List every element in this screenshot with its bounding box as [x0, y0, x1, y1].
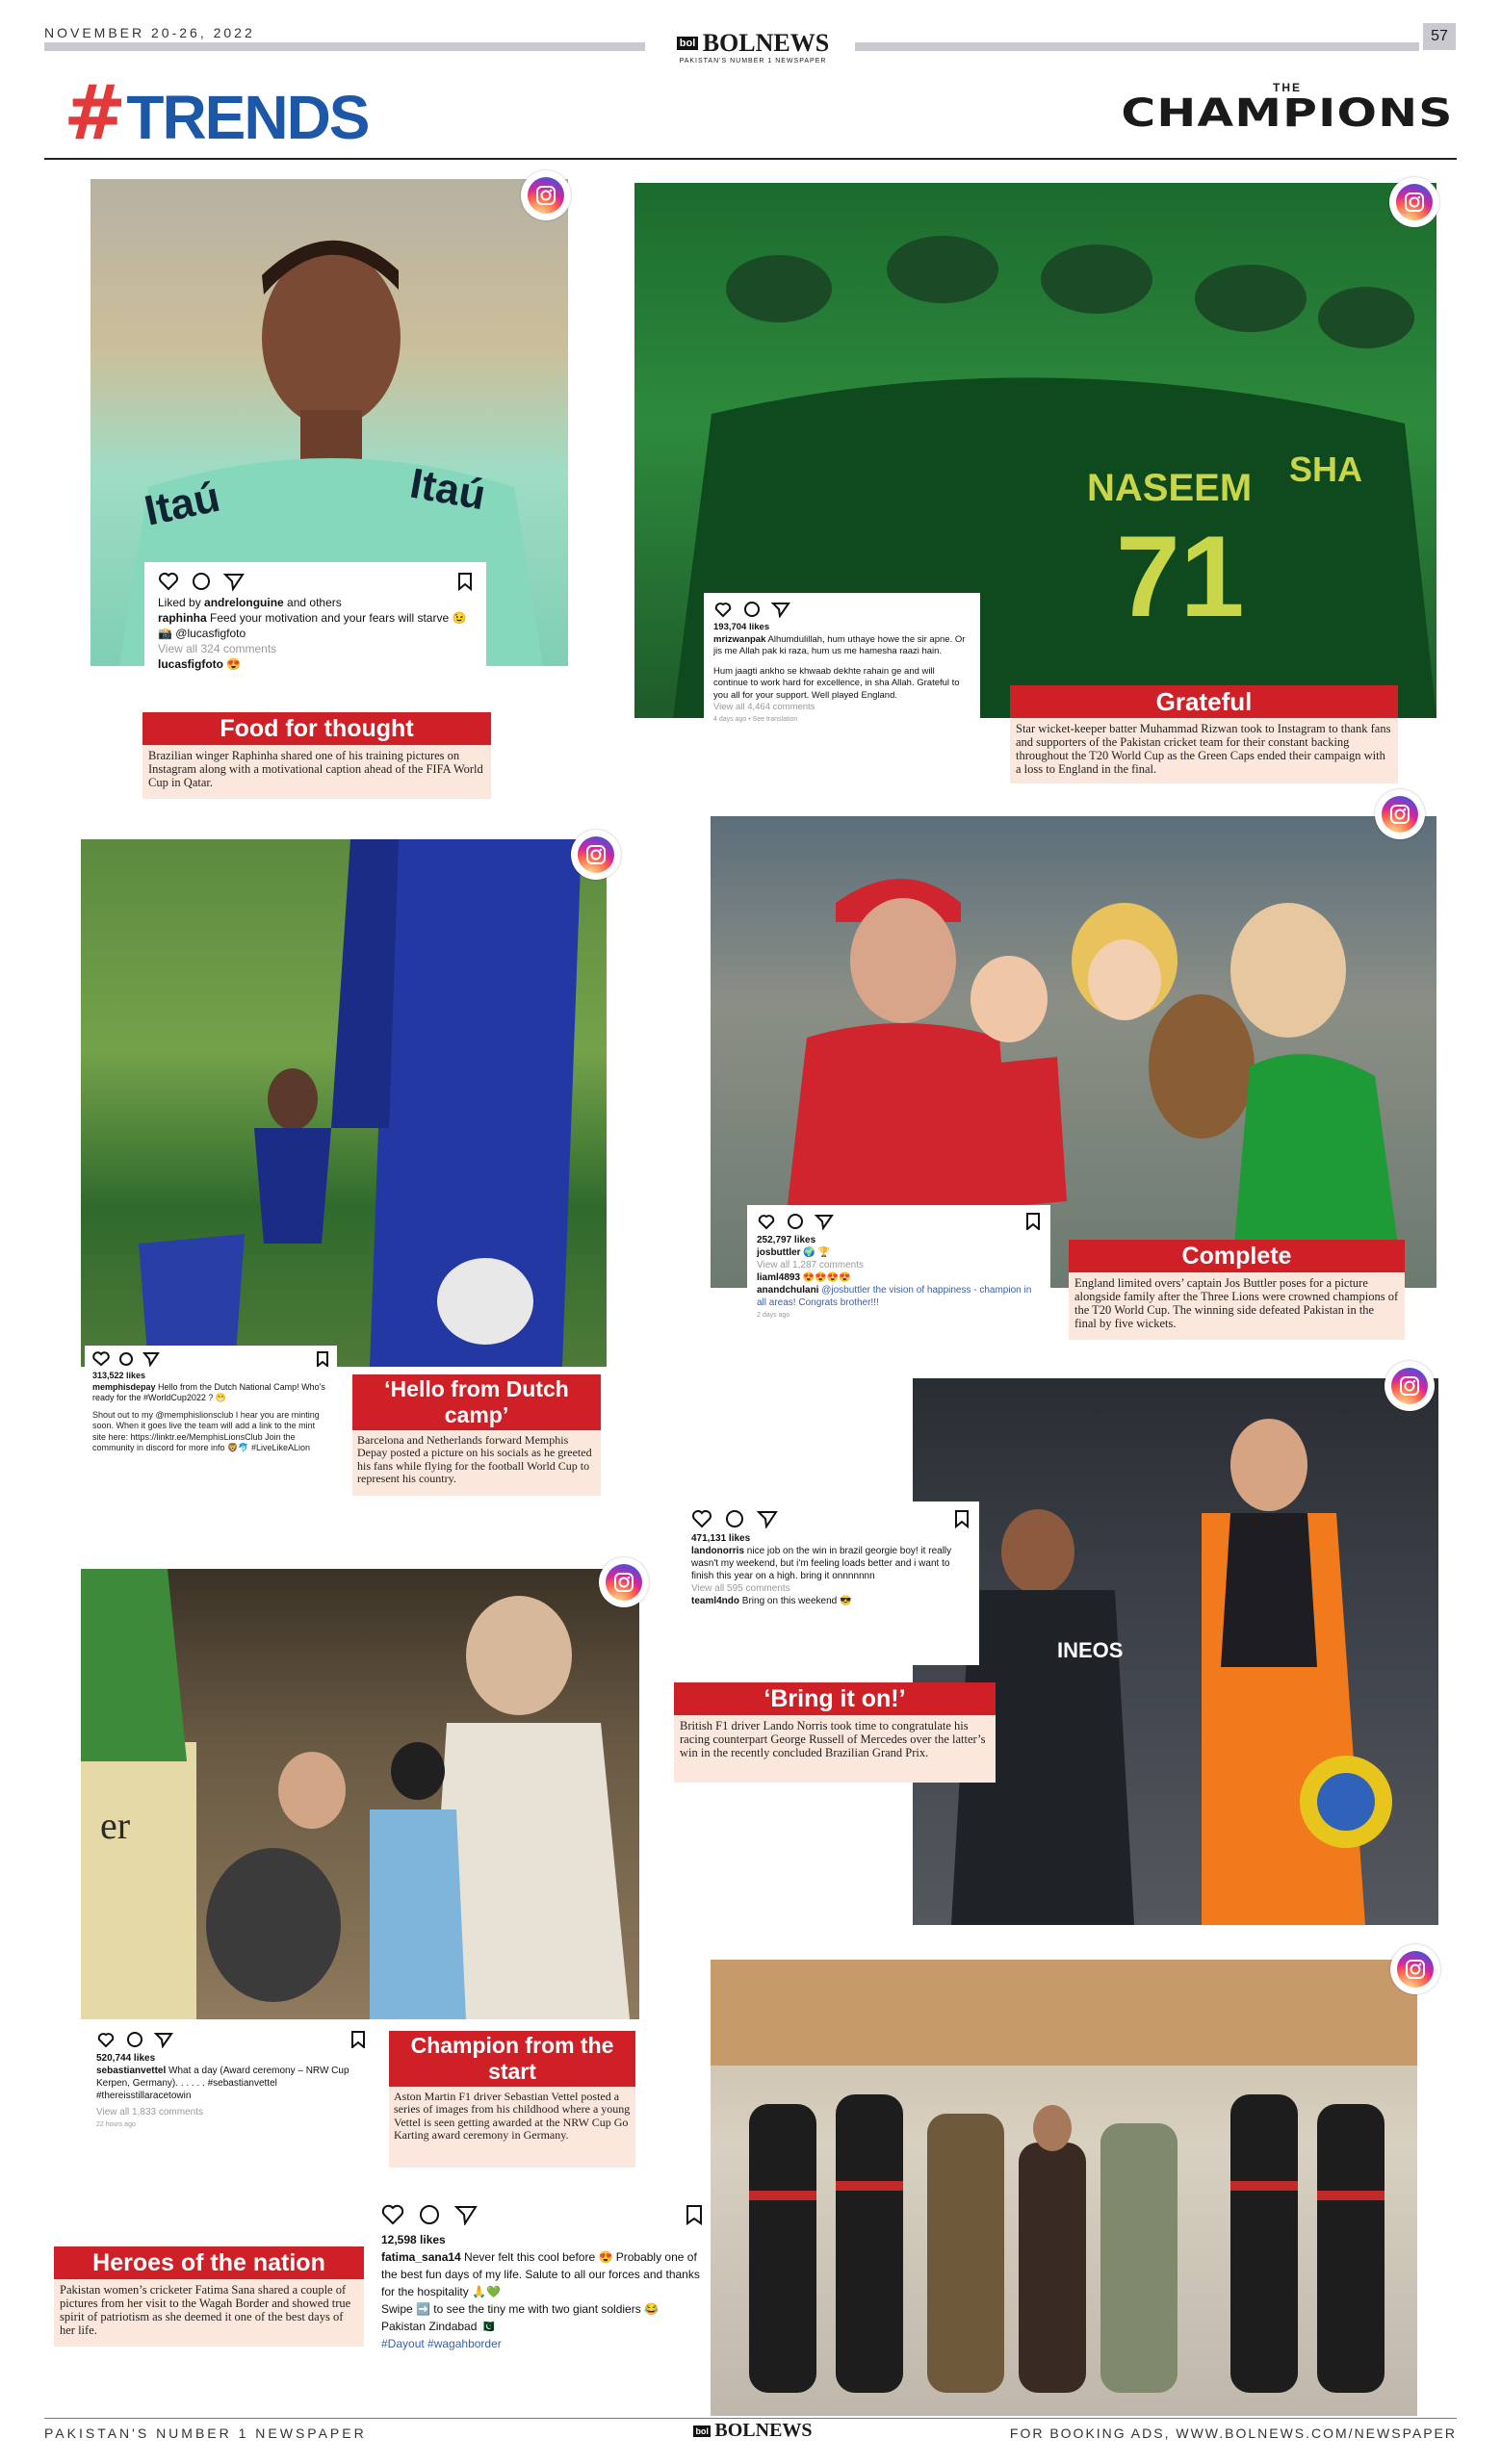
post-liked-by: Liked by andrelonguine and others: [158, 596, 342, 609]
heart-icon[interactable]: [381, 2204, 404, 2225]
post-caption-swipe: Swipe ➡️ to see the tiny me with two giant soldiers 😂: [381, 2302, 660, 2316]
section-title-text: TRENDS: [126, 83, 369, 152]
feature-heading: [1117, 81, 1458, 136]
description-heroes-of-the-nation: Pakistan women’s cricketer Fatima Sana shared a couple of pictures from her visit to the Wagah Border and showed true spirit of patriotism as she deemed it one of the best days of her life.: [54, 2279, 364, 2347]
share-icon[interactable]: [454, 2204, 478, 2225]
instagram-icon: [1385, 1361, 1435, 1411]
post-likes: 12,598 likes: [381, 2233, 446, 2246]
share-icon[interactable]: [223, 572, 245, 591]
post-username[interactable]: mrizwanpak: [713, 633, 766, 645]
post-caption: sebastianvettel What a day (Award ceremony – NRW Cup Kerpen, Germany). . . . . . #sebastianvettel #thereisstillaracetowin: [96, 2066, 349, 2101]
footer-rule: [44, 2418, 1457, 2419]
instagram-icon: [521, 170, 571, 220]
svg-text:NASEEM: NASEEM: [1087, 467, 1253, 509]
post-hashtags[interactable]: #Dayout #wagahborder: [381, 2337, 502, 2350]
headline-hello-from-dutch-camp: ‘Hello from Dutch camp’: [352, 1374, 601, 1430]
post-time: 22 hours ago: [96, 2121, 136, 2128]
description-complete: England limited overs’ captain Jos Buttler poses for a picture alongside family after the Three Lions were crowned champions of the T20 World Cup. The winning side defeated Pakistan in the final by five wickets.: [1069, 1272, 1405, 1340]
view-comments-link[interactable]: View all 324 comments: [158, 642, 277, 655]
heart-icon[interactable]: [691, 1509, 712, 1528]
svg-text:Itaú: Itaú: [406, 459, 489, 520]
post-actions: [691, 1507, 970, 1532]
footer-logo-icon: bol: [695, 2426, 709, 2436]
bookmark-icon[interactable]: [316, 1351, 329, 1367]
footer-masthead-title: BOLNEWS: [714, 2420, 813, 2441]
post-caption: fatima_sana14 Never felt this cool before 😍 Probably one of the best fun days of my life. Salute to all our forces and thanks for the hospitality 🙏💚: [381, 2250, 700, 2298]
post-comment: liaml4893 😍😍😍😍: [757, 1272, 851, 1283]
share-icon[interactable]: [815, 1213, 834, 1230]
post-time: 2 days ago: [757, 1312, 790, 1319]
feature-title: CHAMPIONS: [1121, 91, 1454, 136]
post-username[interactable]: josbuttler: [757, 1247, 801, 1258]
description-champion-from-the-start: Aston Martin F1 driver Sebastian Vettel posted a series of images from his childhood where a young Vettel is seen getting awarded at the NRW Cup Go Karting award ceremony in Germany.: [389, 2087, 635, 2168]
vettel-photo: [81, 1569, 639, 2019]
post-actions: [158, 570, 473, 595]
post-username[interactable]: landonorris: [691, 1546, 745, 1556]
post-username[interactable]: fatima_sana14: [381, 2250, 461, 2264]
post-actions: [96, 2029, 366, 2052]
post-actions: [713, 599, 970, 622]
post-caption: josbuttler 🌍 🏆: [757, 1247, 831, 1258]
description-hello-from-dutch-camp: Barcelona and Netherlands forward Memphis Depay posted a picture on his socials as he greeted his fans while flying for the football World Cup to represent his country.: [352, 1430, 601, 1496]
comment-icon[interactable]: [117, 1351, 135, 1367]
heart-icon[interactable]: [96, 2031, 116, 2048]
norris-photo: [913, 1378, 1438, 1925]
bookmark-icon[interactable]: [954, 1509, 970, 1528]
masthead: [666, 29, 840, 64]
share-icon[interactable]: [142, 1351, 160, 1367]
headline-heroes-of-the-nation: Heroes of the nation: [54, 2246, 364, 2279]
issue-date: NOVEMBER 20-26, 2022: [44, 25, 255, 40]
heart-icon[interactable]: [757, 1213, 776, 1230]
view-comments-link[interactable]: View all 595 comments: [691, 1583, 790, 1594]
comment-icon[interactable]: [724, 1509, 745, 1528]
masthead-logo-icon: bol: [677, 37, 699, 50]
post-actions: [381, 2202, 703, 2231]
masthead-title: BOLNEWS: [702, 29, 830, 57]
footer-left: PAKISTAN'S NUMBER 1 NEWSPAPER: [44, 2426, 367, 2441]
post-caption-closing: Pakistan Zindabad 🇵🇰: [381, 2320, 495, 2333]
instagram-icon: [1390, 1944, 1440, 1994]
footer-masthead: [686, 2420, 820, 2442]
bookmark-icon[interactable]: [350, 2031, 366, 2048]
post-caption: landonorris nice job on the win in brazil georgie boy! it really wasn't my weekend, but i'm feeling loads better and i want to finish this year on a high. bring it onnnnnnn: [691, 1546, 952, 1581]
bookmark-icon[interactable]: [686, 2204, 703, 2225]
page-number: 57: [1423, 23, 1456, 50]
section-title: [64, 70, 369, 157]
section-hash-icon: #: [64, 70, 127, 157]
share-icon[interactable]: [154, 2031, 173, 2048]
share-icon[interactable]: [757, 1509, 778, 1528]
header-rule-left: [44, 42, 645, 51]
depay-post: [85, 1346, 337, 1523]
comment-icon[interactable]: [418, 2204, 441, 2225]
svg-text:er: er: [100, 1804, 131, 1847]
headline-food-for-thought: Food for thought: [142, 712, 491, 745]
post-caption: raphinha Feed your motivation and your fears will starve 😉 📸 @lucasfigfoto: [158, 611, 467, 640]
fatima-photo-art: [711, 1960, 1417, 2416]
buttler-post: [747, 1205, 1050, 1357]
headline-bring-it-on: ‘Bring it on!’: [674, 1682, 996, 1715]
vettel-photo-art: [81, 1569, 639, 2019]
rizwan-post: [704, 593, 980, 787]
header-divider: [44, 158, 1457, 160]
heart-icon[interactable]: [92, 1351, 110, 1367]
headline-grateful: Grateful: [1010, 685, 1398, 718]
comment-icon[interactable]: [786, 1213, 805, 1230]
post-actions: [757, 1211, 1041, 1234]
svg-text:SHA: SHA: [1289, 449, 1363, 489]
post-time: 4 days ago • See translation: [713, 715, 798, 723]
post-actions: [92, 1349, 329, 1371]
post-username[interactable]: raphinha: [158, 611, 207, 625]
instagram-icon: [599, 1557, 649, 1607]
view-comments-link[interactable]: View all 1,833 comments: [96, 2107, 203, 2118]
masthead-tagline: PAKISTAN'S NUMBER 1 NEWSPAPER: [679, 58, 827, 64]
vettel-post: [87, 2025, 375, 2166]
heart-icon[interactable]: [713, 601, 733, 618]
post-likes: 520,744 likes: [96, 2053, 156, 2064]
post-likes: 193,704 likes: [713, 622, 770, 632]
comment-icon[interactable]: [191, 572, 212, 591]
view-comments-link[interactable]: View all 1,287 comments: [757, 1260, 864, 1270]
post-caption: memphisdepay Hello from the Dutch National Camp! Who's ready for the #WorldCup2022 ? 😁: [92, 1381, 325, 1402]
view-comments-link[interactable]: View all 4,464 comments: [713, 702, 815, 712]
post-likes: 313,522 likes: [92, 1371, 146, 1380]
raphinha-post: [144, 562, 486, 705]
post-caption-continued: Shout out to my @memphislionsclub I hear you are minting soon. When it goes live the team will add a link to the mint site here: https://linktr.ee/MemphisLionsClub Join the community in discord for more info 🦁🐬 #LiveLikeALion: [92, 1409, 320, 1452]
comment-icon[interactable]: [125, 2031, 144, 2048]
post-comment: lucasfigfoto 😍: [158, 657, 242, 671]
description-bring-it-on: British F1 driver Lando Norris took time to congratulate his racing counterpart George Russell of Mercedes over the latter’s win in the recently concluded Brazilian Grand Prix.: [674, 1715, 996, 1783]
feature-the: THE: [1273, 81, 1302, 94]
depay-photo: [81, 839, 607, 1367]
instagram-icon: [1389, 177, 1439, 227]
headline-champion-from-the-start: Champion from the start: [389, 2031, 635, 2087]
svg-text:INEOS: INEOS: [1057, 1638, 1124, 1662]
headline-complete: Complete: [1069, 1240, 1405, 1272]
share-icon[interactable]: [771, 601, 790, 618]
post-caption: mrizwanpak Alhumdulillah, hum uthaye howe the sir apne. Or jis me Allah pak ki raza, hum us me hamesha raazi hain.: [713, 633, 966, 656]
svg-text:71: 71: [1116, 512, 1245, 641]
bookmark-icon[interactable]: [1025, 1213, 1041, 1230]
footer-right: FOR BOOKING ADS, WWW.BOLNEWS.COM/NEWSPAPER: [1009, 2426, 1457, 2441]
instagram-icon: [571, 830, 621, 880]
fatima-photo: [711, 1960, 1417, 2416]
post-username[interactable]: sebastianvettel: [96, 2066, 167, 2076]
description-grateful: Star wicket-keeper batter Muhammad Rizwan took to Instagram to thank fans and supporters of the Pakistan cricket team for their constant backing throughout the T20 World Cup as the Green Caps ended their campaign with a loss to England in the final.: [1010, 718, 1398, 783]
post-caption-continued: Hum jaagti ankho se khwaab dekhte rahain ge and will continue to work hard for excellence, in sha Allah. Grateful to you all for your support. Well played England.: [713, 665, 960, 701]
comment-icon[interactable]: [742, 601, 762, 618]
svg-text:Itaú: Itaú: [140, 473, 224, 535]
post-comment: teaml4ndo Bring on this weekend 😎: [691, 1596, 852, 1606]
header-rule-right: [855, 42, 1419, 51]
post-comment: anandchulani @josbuttler the vision of happiness - champion in all areas! Congrats brother!!!: [757, 1285, 1032, 1308]
description-food-for-thought: Brazilian winger Raphinha shared one of his training pictures on Instagram along with a motivational caption ahead of the FIFA World Cup in Qatar.: [142, 745, 491, 799]
norris-photo-art: [913, 1378, 1438, 1925]
instagram-icon: [1375, 789, 1425, 839]
fatima-post: [374, 2196, 711, 2385]
heart-icon[interactable]: [158, 572, 179, 591]
post-username[interactable]: memphisdepay: [92, 1381, 156, 1392]
post-likes: 252,797 likes: [757, 1235, 816, 1245]
norris-post: [682, 1502, 979, 1665]
depay-photo-art: [81, 839, 607, 1367]
post-likes: 471,131 likes: [691, 1533, 751, 1544]
bookmark-icon[interactable]: [457, 572, 473, 591]
